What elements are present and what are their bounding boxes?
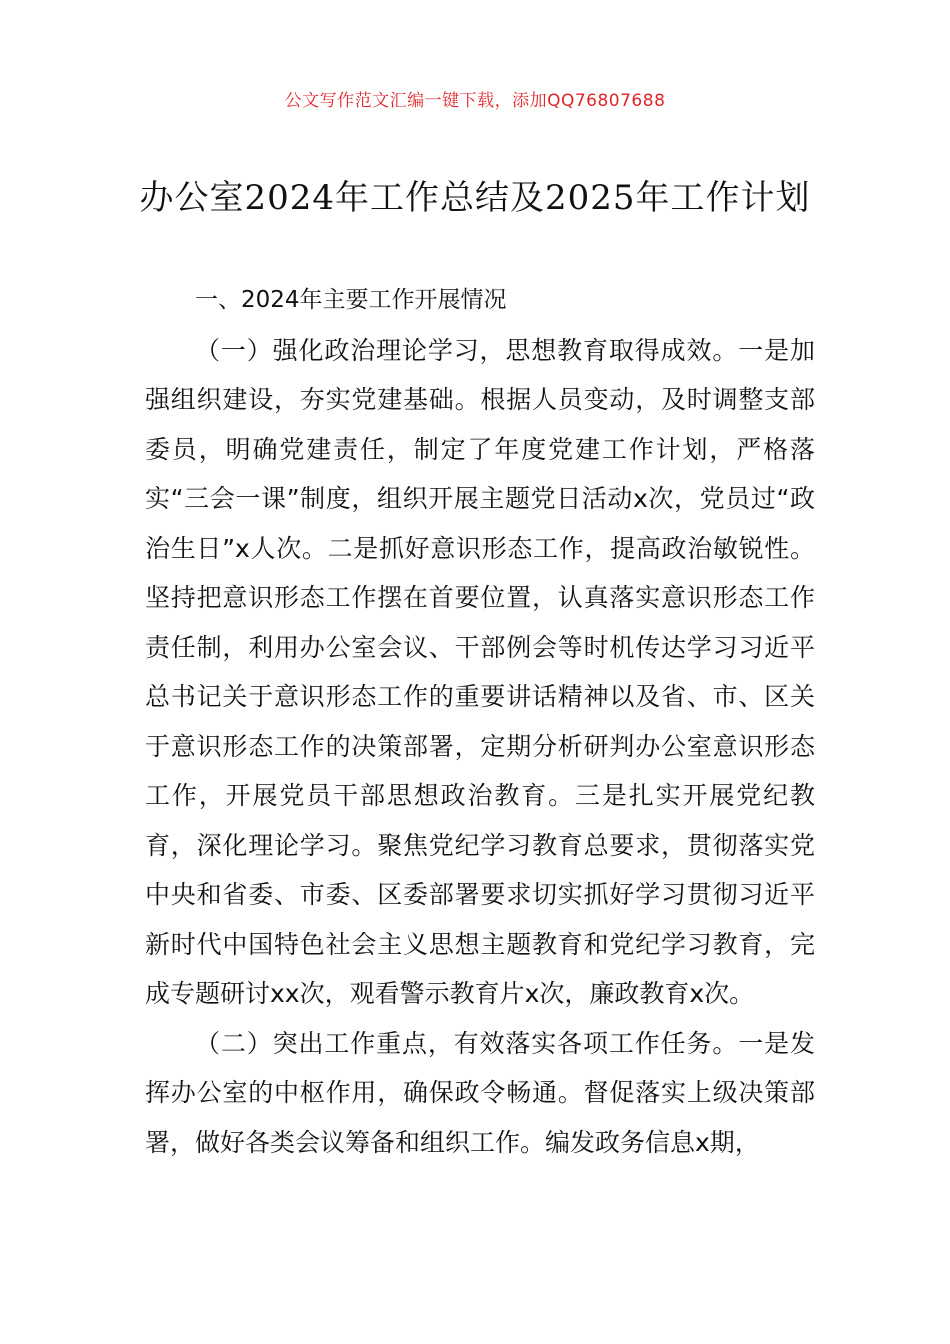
paragraph-1: （一）强化政治理论学习，思想教育取得成效。一是加强组织建设，夯实党建基础。根据人员变动，及时调整支部委员，明确党建责任，制定了年度党建工作计划，严格落实“三会一课”制度，组织开展主题党日活动x次，党员过“政治生日”x人次。二是抓好意识形态工作，提高政治敏锐性。坚持把意识形态工作摆在首要位置，认真落实意识形态工作责任制，利用办公室会议、干部例会等时机传达学习习近平总书记关于意识形态工作的重要讲话精神以及省、市、区关于意识形态工作的决策部署，定期分析研判办公室意识形态工作，开展党员干部思想政治教育。三是扎实开展党纪教育，深化理论学习。聚焦党纪学习教育总要求，贯彻落实党中央和省委、市委、区委部署要求切实抓好学习贯彻习近平新时代中国特色社会主义思想主题教育和党纪学习教育，完成专题研讨xx次，观看警示教育片x次，廉政教育x次。 [145,335,815,1008]
paragraph-2: （二）突出工作重点，有效落实各项工作任务。一是发挥办公室的中枢作用，确保政令畅通。督促落实上级决策部署，做好各类会议筹备和组织工作。编发政务信息x期， [145,1028,815,1157]
document-body [145,276,815,1167]
promo-banner[interactable]: 公文写作范文汇编一键下载，添加QQ76807688 [284,91,666,111]
section-heading: 一、2024年主要工作开展情况 [195,287,507,313]
document-title: 办公室2024年工作总结及2025年工作计划 [139,178,811,218]
